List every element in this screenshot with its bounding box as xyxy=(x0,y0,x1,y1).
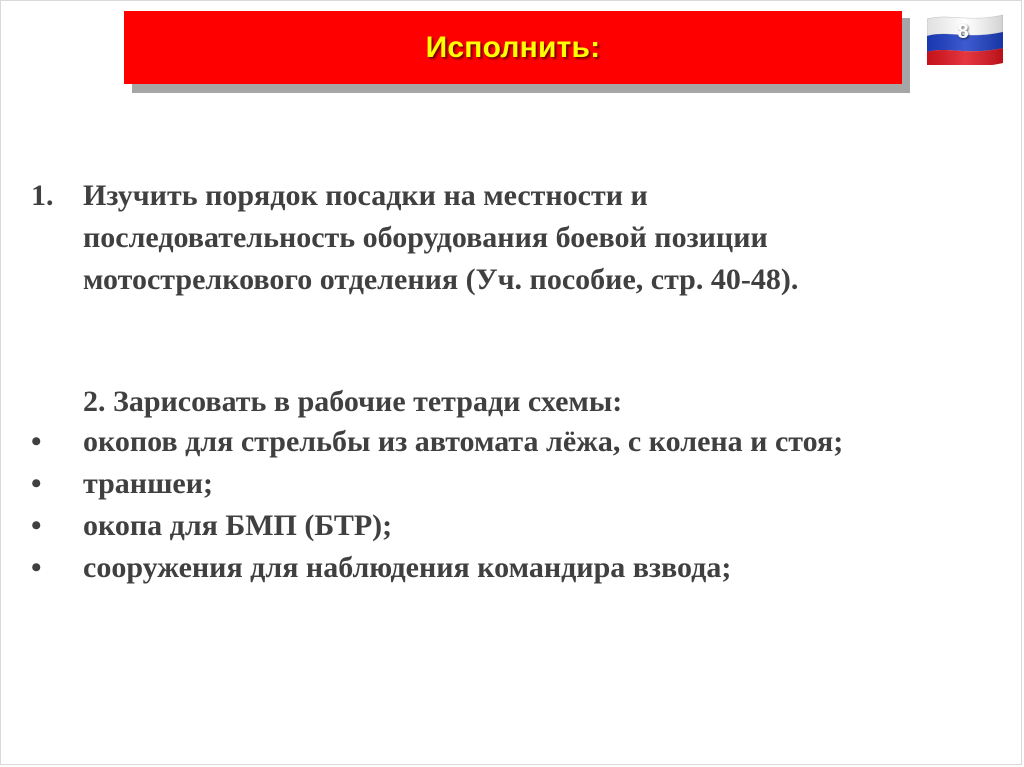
bullet-icon: • xyxy=(31,551,42,584)
page-title: Исполнить: xyxy=(425,30,601,64)
list-item-text: окопов для стрельбы из автомата лёжа, с колена и стоя; xyxy=(83,425,844,458)
item-1-number: 1. xyxy=(31,179,54,212)
bullet-icon: • xyxy=(31,509,42,542)
bullet-icon: • xyxy=(31,425,42,458)
list-item-text: окопа для БМП (БТР); xyxy=(83,509,393,542)
item-1-line: мотострелкового отделения (Уч. пособие, стр. 40-48). xyxy=(83,263,799,296)
header-banner xyxy=(124,11,902,84)
page-number: 8 xyxy=(957,21,969,43)
item-1-line: Изучить порядок посадки на местности и xyxy=(83,179,648,212)
list-item-text: траншеи; xyxy=(83,467,213,500)
item-1-line: последовательность оборудования боевой позиции xyxy=(83,221,768,254)
bullet-icon: • xyxy=(31,467,42,500)
item-2-heading: 2. Зарисовать в рабочие тетради схемы: xyxy=(83,385,623,418)
item-1-text xyxy=(83,175,983,301)
list-item-text: сооружения для наблюдения командира взвода; xyxy=(83,551,732,584)
